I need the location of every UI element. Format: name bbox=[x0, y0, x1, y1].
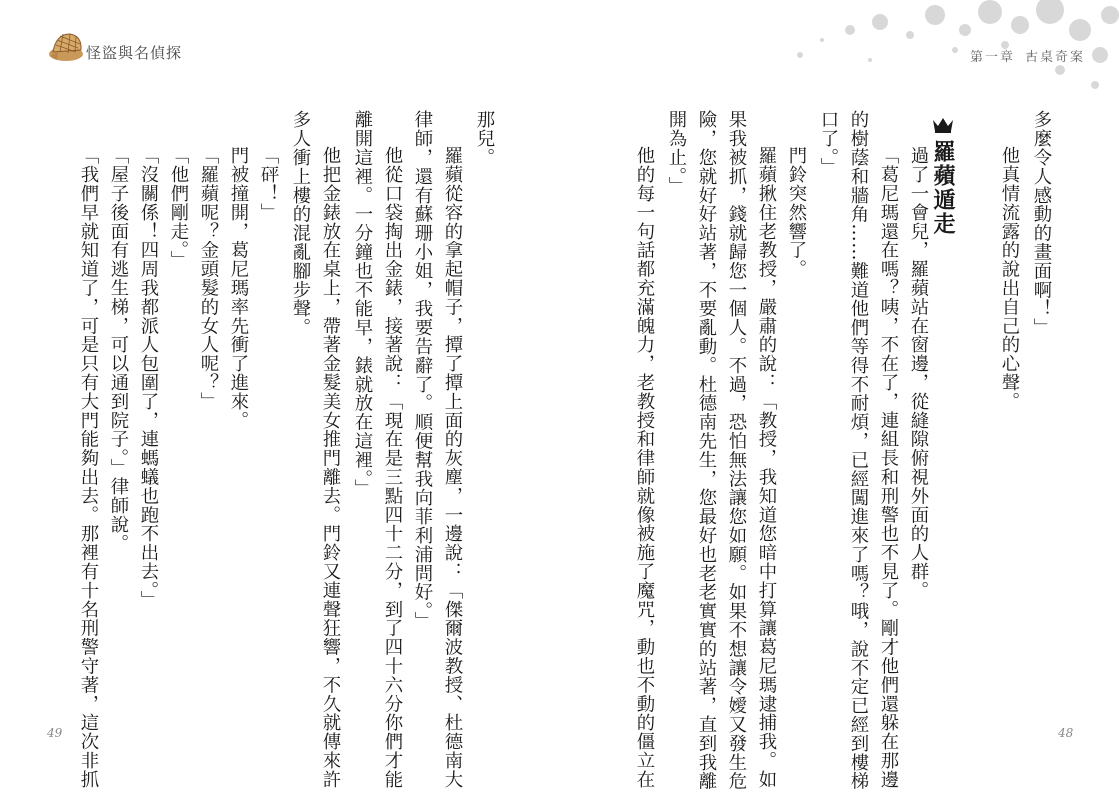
crown-icon bbox=[928, 116, 958, 134]
text-column: 他的每一句話都充滿魄力，老教授和律師就像被施了魔咒，動也不動的僵立在 bbox=[634, 146, 655, 789]
text-column: 「沒關係！四周我都派人包圍了，連螞蟻也跑不出去。」 bbox=[138, 146, 159, 610]
text-column: 「我們早就知道了，可是只有大門能夠出去。那裡有十名刑警守著，這次非抓 bbox=[78, 146, 99, 789]
text-column: 他從口袋掏出金錶，接著說：「現在是三點四十二分，到了四十六分你們才能 bbox=[382, 146, 403, 789]
text-column: 羅蘋從容的拿起帽子，撢了撢上面的灰塵，一邊說：「傑爾波教授、杜德南大 bbox=[442, 146, 463, 789]
text-column: 「葛尼瑪還在嗎？咦，不在了，連組長和刑警也不見了。剛才他們還躲在那邊 bbox=[878, 146, 899, 789]
chapter-title: 古桌奇案 bbox=[1025, 50, 1086, 65]
text-column: 多麼令人感動的畫面啊！」 bbox=[1031, 110, 1052, 337]
chapter-header bbox=[970, 46, 1095, 65]
text-column: 那兒。 bbox=[474, 110, 495, 167]
text-column: 「砰！」 bbox=[258, 146, 279, 222]
text-column: 「羅蘋呢？金頭髮的女人呢？」 bbox=[198, 146, 219, 411]
text-column: 果我被抓，錢就歸您一個人。不過，恐怕無法讓您如願。如果不想讓令嬡又發生危 bbox=[726, 110, 747, 791]
page-number-right: 48 bbox=[1058, 726, 1074, 740]
text-column: 門被撞開，葛尼瑪率先衝了進來。 bbox=[228, 146, 249, 430]
text-column: 開為止。」 bbox=[666, 110, 687, 196]
chapter-label: 第一章 bbox=[970, 50, 1016, 65]
text-column: 他把金錶放在桌上，帶著金髮美女推門離去。門鈴又連聲狂響，不久就傳來許 bbox=[320, 146, 341, 789]
text-column: 險，您就好好站著，不要亂動。杜德南先生，您最好也老老實實的站著，直到我離 bbox=[696, 110, 717, 791]
text-column: 過了一會兒，羅蘋站在窗邊，從縫隙俯視外面的人群。 bbox=[908, 146, 929, 600]
text-column: 他真情流露的說出自己的心聲。 bbox=[999, 146, 1020, 411]
page-number-left: 49 bbox=[47, 726, 63, 740]
section-heading-text: 羅蘋遁走 bbox=[930, 140, 956, 236]
text-column: 律師，還有蘇珊小姐，我要告辭了。順便幫我向菲利浦問好。」 bbox=[412, 110, 433, 630]
text-column: 的樹蔭和牆角……難道他們等得不耐煩，已經闖進來了嗎？哦，說不定已經到樓梯 bbox=[848, 110, 869, 791]
text-column: 口了。」 bbox=[818, 110, 839, 177]
text-column: 「他們剛走。」 bbox=[168, 146, 189, 270]
deerstalker-hat-icon bbox=[48, 30, 86, 64]
text-column: 「屋子後面有逃生梯，可以通到院子。」律師說。 bbox=[108, 146, 129, 553]
text-column: 羅蘋揪住老教授，嚴肅的說：「教授，我知道您暗中打算讓葛尼瑪逮捕我。如 bbox=[756, 146, 777, 789]
book-title: 怪盜與名偵探 bbox=[86, 44, 183, 62]
text-column: 門鈴突然響了。 bbox=[786, 146, 807, 279]
text-column: 離開這裡。一分鐘也不能早，錶就放在這裡。」 bbox=[352, 110, 373, 498]
text-column: 多人衝上樓的混亂腳步聲。 bbox=[290, 110, 311, 337]
